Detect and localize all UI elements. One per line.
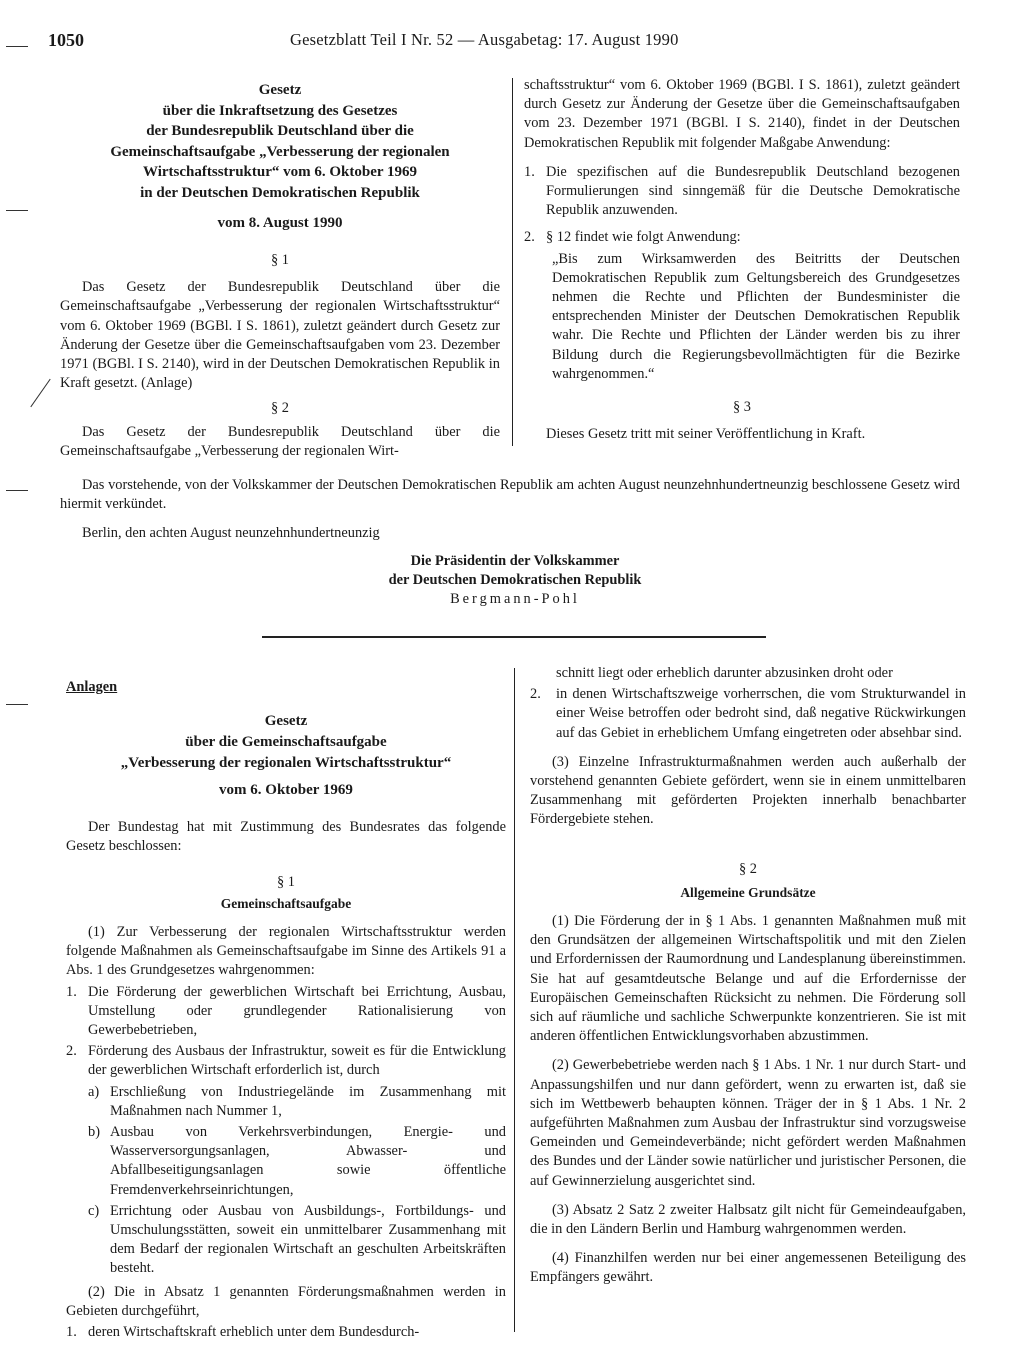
law1-title-line: in der Deutschen Demokratischen Republik	[140, 184, 420, 201]
list-marker: b)	[88, 1124, 100, 1141]
anlagen-s1-p3: (3) Einzelne Infrastrukturmaßnahmen werden auch außerhalb der vorstehend genannten Gebiete gefördert, wenn sie in einem unmittelbaren Zusammenhang mit geförderten Projekten innerhalb benachbarter Fördergebiete stehen.	[530, 753, 966, 828]
list-text: deren Wirtschaftskraft erheblich unter dem Bundesdurch-	[88, 1324, 420, 1341]
list-marker: 2.	[524, 229, 535, 246]
anlagen-s1-sublist	[88, 1083, 506, 1279]
anlagen-s2-p2: (2) Gewerbebetriebe werden nach § 1 Abs. 1 Nr. 1 nur durch Start- und Anpassungshilfen und nur dann gefördert, wenn zu erwarten ist, daß sie sich im Wettbewerb behaupten können. Träger der in § 1 Abs. 1 Nr. 2 aufgeführten Maßnahmen zum Ausbau der Infrastruktur sind vorzugsweise Gemeinden und Gemeindeverbände; nicht gefördert werden Maßnahmen des Bundes und der Länder sowie natürlicher und juristischer Personen, die auf Gewinnerzielung ausgerichtet sind.	[530, 1057, 966, 1189]
margin-mark	[6, 210, 28, 211]
proclamation	[60, 476, 960, 544]
list-text: Erschließung von Industriegelände im Zusammenhang mit Maßnahmen nach Nummer 1,	[110, 1083, 506, 1119]
list-item	[66, 983, 506, 1041]
proclamation-text: Das vorstehende, von der Volkskammer der Deutschen Demokratischen Republik am achten August neunzehnhundertneunzig beschlossene Gesetz wird hiermit verkündet.	[60, 477, 960, 513]
anlagen-preamble: Der Bundestag hat mit Zustimmung des Bundesrates das folgende Gesetz beschlossen:	[66, 819, 506, 855]
signature-block	[310, 552, 720, 609]
law1-s3-text: Dieses Gesetz tritt mit seiner Veröffentlichung in Kraft.	[546, 426, 866, 443]
column-divider	[514, 668, 515, 1332]
anlagen-title-line: „Verbesserung der regionalen Wirtschaftsstruktur“	[120, 755, 452, 772]
law1-s3-heading: § 3	[733, 399, 751, 416]
anlagen-left-column	[66, 678, 506, 1342]
law1-s1-text: Das Gesetz der Bundesrepublik Deutschland über die Gemeinschaftsaufgabe „Verbesserung der regionalen Wirtschaftsstruktur“ vom 6. Oktober 1969 (BGBl. I S. 1861), zuletzt geändert durch Gesetz zur Änderung der Gesetze über die Gemeinschaftsaufgaben vom 23. Dezember 1971 (BGBl. I S. 2140), wird in der Deutschen Demokratischen Republik in Kraft gesetzt. (Anlage)	[60, 279, 500, 392]
list-item	[66, 1042, 506, 1080]
signature-line: Die Präsidentin der Volkskammer	[410, 553, 620, 569]
anlagen-label: Anlagen	[66, 679, 118, 695]
law1-title-line: über die Inkraftsetzung des Gesetzes	[162, 102, 398, 119]
list-item	[524, 228, 960, 247]
anlagen-s1-subheading: Gemeinschaftsaufgabe	[220, 895, 352, 911]
list-text: Errichtung oder Ausbau von Ausbildungs-, Fortbildungs- und Umschulungsstätten, soweit ein unmittelbarer Zusammenhang mit dem Bedarf der regionalen Wirtschaft an geschulten Arbeitskräften besteht.	[110, 1202, 506, 1277]
law1-right-column	[524, 76, 960, 444]
law1-title-line: Gemeinschaftsaufgabe „Verbesserung der regionalen	[110, 143, 450, 160]
list-item	[88, 1123, 506, 1200]
margin-mark	[6, 46, 28, 47]
anlagen-s2-p1: (1) Die Förderung der in § 1 Abs. 1 genannten Maßnahmen muß mit den Grundsätzen der allgemeinen Wirtschaftspolitik und mit den Zielen und Erfordernissen der Raumordnung und Landesplanung übereinstimmen. Sie hat auf gesamtdeutsche Belange und auf die Erfordernisse der Europäischen Gemeinschaften Rücksicht zu nehmen. Die Förderung soll sich auf räumliche und sachliche Schwerpunkte konzentrieren. Sie ist mit anderen öffentlichen Entwicklungsvorhaben abzustimmen.	[530, 913, 966, 1045]
page-header-title: Gesetzblatt Teil I Nr. 52 — Ausgabetag: 17. August 1990	[290, 30, 679, 49]
list-text: Die Förderung der gewerblichen Wirtschaft bei Errichtung, Ausbau, Umstellung oder grundlegender Rationalisierung von Gewerbebetrieben,	[88, 983, 506, 1039]
list-marker: c)	[88, 1202, 100, 1219]
law1-title-line: Gesetz	[258, 82, 302, 98]
anlagen-s1-heading: § 1	[277, 873, 295, 890]
list-marker: 2.	[66, 1043, 77, 1060]
anlagen-s1-p2-continued: schnitt liegt oder erheblich darunter abzusinken droht oder	[556, 665, 893, 681]
anlagen-title-line: Gesetz	[264, 713, 308, 730]
list-marker: 1.	[524, 163, 535, 180]
law1-date: vom 8. August 1990	[217, 215, 343, 231]
list-item	[524, 163, 960, 221]
list-text: Förderung des Ausbaus der Infrastruktur, soweit es für die Entwicklung der gewerblichen Wirtschaft erforderlich ist, durch	[88, 1043, 506, 1079]
signature-name: Bergmann-Pohl	[450, 591, 580, 607]
list-text: Die spezifischen auf die Bundesrepublik Deutschland bezogenen Formulierungen sind sinngemäß für die Deutsche Demokratische Republik anzuwenden.	[546, 163, 960, 219]
list-item	[88, 1083, 506, 1121]
list-marker: a)	[88, 1083, 100, 1100]
law1-s2-list	[524, 163, 960, 248]
signature-line: der Deutschen Demokratischen Republik	[388, 572, 642, 588]
list-text: Ausbau von Verkehrsverbindungen, Energie- und Wasserversorgungsanlagen, Abwasser- und Abfallbeseitigungsanlagen sowie öffentliche Fremdenverkehrseinrichtungen,	[110, 1124, 506, 1198]
list-text: § 12 findet wie folgt Anwendung:	[546, 229, 741, 246]
margin-mark	[30, 379, 50, 407]
section-separator	[262, 636, 766, 638]
law1-s2-quote: „Bis zum Wirksamwerden des Beitritts der Deutschen Demokratischen Republik zum Geltungsbereich des Grundgesetzes nehmen die Rechte und Pflichten der Bundesminister die entsprechenden Minister der Deutschen Demokratischen Republik wahr. Die Rechte und Pflichten der Länder werden bis zu ihrer Bildung durch die Regierungsbevollmächtigten für die Bezirke wahrgenommen.“	[552, 250, 960, 382]
law1-s2-text-b: schaftsstruktur“ vom 6. Oktober 1969 (BGBl. I S. 1861), zuletzt geändert durch Gesetz zur Änderung der Gesetze über die Gemeinschaftsaufgaben vom 23. Dezember 1971 (BGBl. I S. 2140), findet in der Deutschen Demokratischen Republik mit folgender Maßgabe Anwendung:	[524, 77, 960, 151]
list-text: in denen Wirtschaftszweige vorherrschen, die vom Strukturwandel in einer Weise betroffen oder bedroht sind, daß negative Rückwirkungen auf das Gebiet in erheblichem Umfang eingetreten oder absehbar sind.	[556, 686, 966, 741]
page-number: 1050	[48, 30, 84, 50]
list-item	[530, 685, 966, 743]
anlagen-right-column	[530, 664, 966, 1288]
list-item	[66, 1323, 506, 1342]
margin-mark	[6, 490, 28, 491]
anlagen-title	[66, 711, 506, 774]
list-marker: 2.	[530, 686, 541, 703]
column-divider	[512, 78, 513, 446]
law1-left-column	[60, 80, 500, 461]
anlagen-s2-subheading: Allgemeine Grundsätze	[680, 884, 816, 900]
list-marker: 1.	[66, 1324, 77, 1341]
law1-title-line: Wirtschaftsstruktur“ vom 6. Oktober 1969	[142, 164, 418, 180]
anlagen-s1-list	[66, 983, 506, 1081]
anlagen-s1-p1: (1) Zur Verbesserung der regionalen Wirtschaftsstruktur werden folgende Maßnahmen als Gemeinschaftsaufgabe im Sinne des Artikels 91 a Abs. 1 des Grundgesetzes wahrgenommen:	[66, 924, 506, 979]
anlagen-date: vom 6. Oktober 1969	[219, 782, 353, 799]
law1-s2-text-a: Das Gesetz der Bundesrepublik Deutschland über die Gemeinschaftsaufgabe „Verbesserung der regionalen Wirt-	[60, 423, 500, 459]
law1-s2-heading: § 2	[271, 400, 289, 417]
law1-title	[60, 80, 500, 203]
law1-title-line: der Bundesrepublik Deutschland über die	[146, 123, 414, 139]
margin-mark	[6, 704, 28, 705]
anlagen-title-line: über die Gemeinschaftsaufgabe	[185, 734, 387, 751]
anlagen-s1-p2: (2) Die in Absatz 1 genannten Förderungsmaßnahmen werden in Gebieten durchgeführt,	[66, 1283, 506, 1319]
anlagen-s2-p3: (3) Absatz 2 Satz 2 zweiter Halbsatz gilt nicht für Gemeindeaufgaben, die in den Ländern Berlin und Hamburg wahrgenommen werden.	[530, 1201, 966, 1238]
list-item	[88, 1202, 506, 1279]
list-marker: 1.	[66, 983, 77, 1000]
law1-s1-heading: § 1	[271, 252, 289, 268]
anlagen-s2-p4: (4) Finanzhilfen werden nur bei einer angemessenen Beteiligung des Empfängers gewährt.	[530, 1250, 966, 1286]
anlagen-s2-heading: § 2	[739, 860, 757, 877]
proclamation-place-date: Berlin, den achten August neunzehnhundertneunzig	[82, 525, 380, 542]
